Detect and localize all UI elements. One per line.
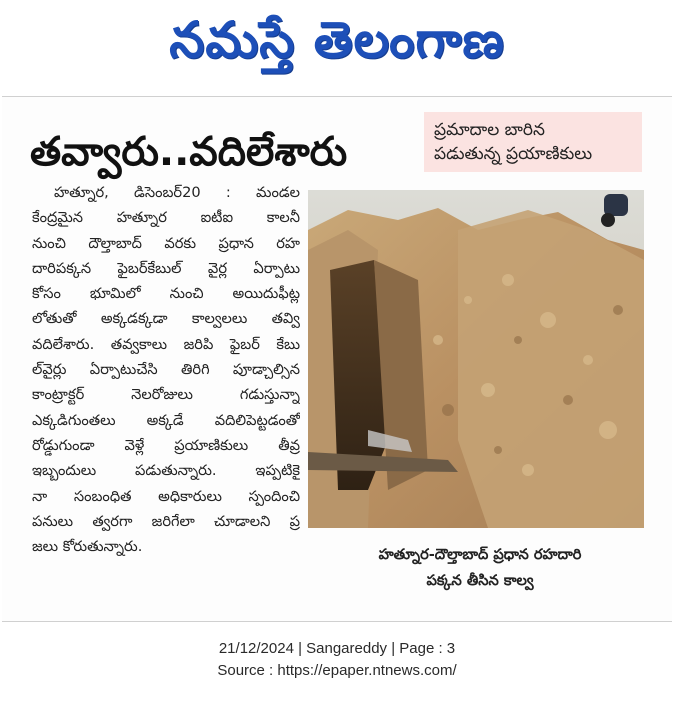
body-line: నుంచి దౌల్తాబాద్ వరకు ప్రధాన రహ xyxy=(32,234,300,252)
body-line: వదిలేశారు. తవ్వకాలు జరిపి ఫైబర్ కేబు xyxy=(32,335,300,353)
kicker-line: ప్రమాదాల బారిన xyxy=(434,120,545,140)
article-kicker xyxy=(424,112,642,172)
body-line: రోడ్డుగుండా వెళ్లే ప్రయాణికులు తీవ్ర xyxy=(32,436,300,454)
article-body xyxy=(32,180,300,559)
body-line: జలు కోరుతున్నారు. xyxy=(32,538,143,556)
body-line: హత్నూర, డిసెంబర్20 : మండల xyxy=(54,184,300,201)
footer-date-edition: 21/12/2024 | Sangareddy | Page : 3 xyxy=(218,640,456,657)
body-line: ఇబ్బందులు పడుతున్నారు. ఇప్పటికై xyxy=(32,462,300,480)
source-footer xyxy=(0,638,674,682)
body-line: నా సంబంధిత అధికారులు స్పందించి xyxy=(32,487,300,505)
newspaper-title: నమస్తే తెలంగాణ xyxy=(169,11,505,69)
body-line: ఎక్కడిగుంతలు అక్కడే వదిలిపెట్టడంతో xyxy=(32,411,300,429)
body-line: లోతుతో అక్కడక్కడా కాల్వలలు తవ్వి xyxy=(32,310,300,328)
masthead xyxy=(0,0,674,80)
article-headline: తవ్వారు..వదిలేశారు xyxy=(30,129,348,175)
body-line: ల్‌వైర్లు ఏర్పాటుచేసి తిరిగి పూడ్చాల్సిన xyxy=(32,361,300,379)
trench-photo xyxy=(308,190,644,528)
body-line: దారిపక్కన ఫైబర్‌కేబుల్ వైర్ల ఏర్పాటు xyxy=(32,259,300,277)
kicker-line: పడుతున్న ప్రయాణికులు xyxy=(434,144,593,164)
photo-caption xyxy=(320,542,640,594)
footer-source: Source : https://epaper.ntnews.com/ xyxy=(217,662,457,679)
body-line: కోసం భూమిలో నుంచి అయిదుఫీట్ల xyxy=(32,285,300,303)
body-line: కేంద్రమైన హత్నూర ఐటీఐ కాలనీ xyxy=(32,209,300,227)
caption-line: పక్కన తీసిన కాల్వ xyxy=(426,572,534,589)
body-line: కాంట్రాక్టర్ నెలరోజులు గడుస్తున్నా xyxy=(32,386,300,404)
body-line: పనులు త్వరగా జరిగేలా చూడాలని ప్ర xyxy=(32,512,300,530)
caption-line: హత్నూర-దౌల్తాబాద్ ప్రధాన రహదారి xyxy=(378,546,582,563)
